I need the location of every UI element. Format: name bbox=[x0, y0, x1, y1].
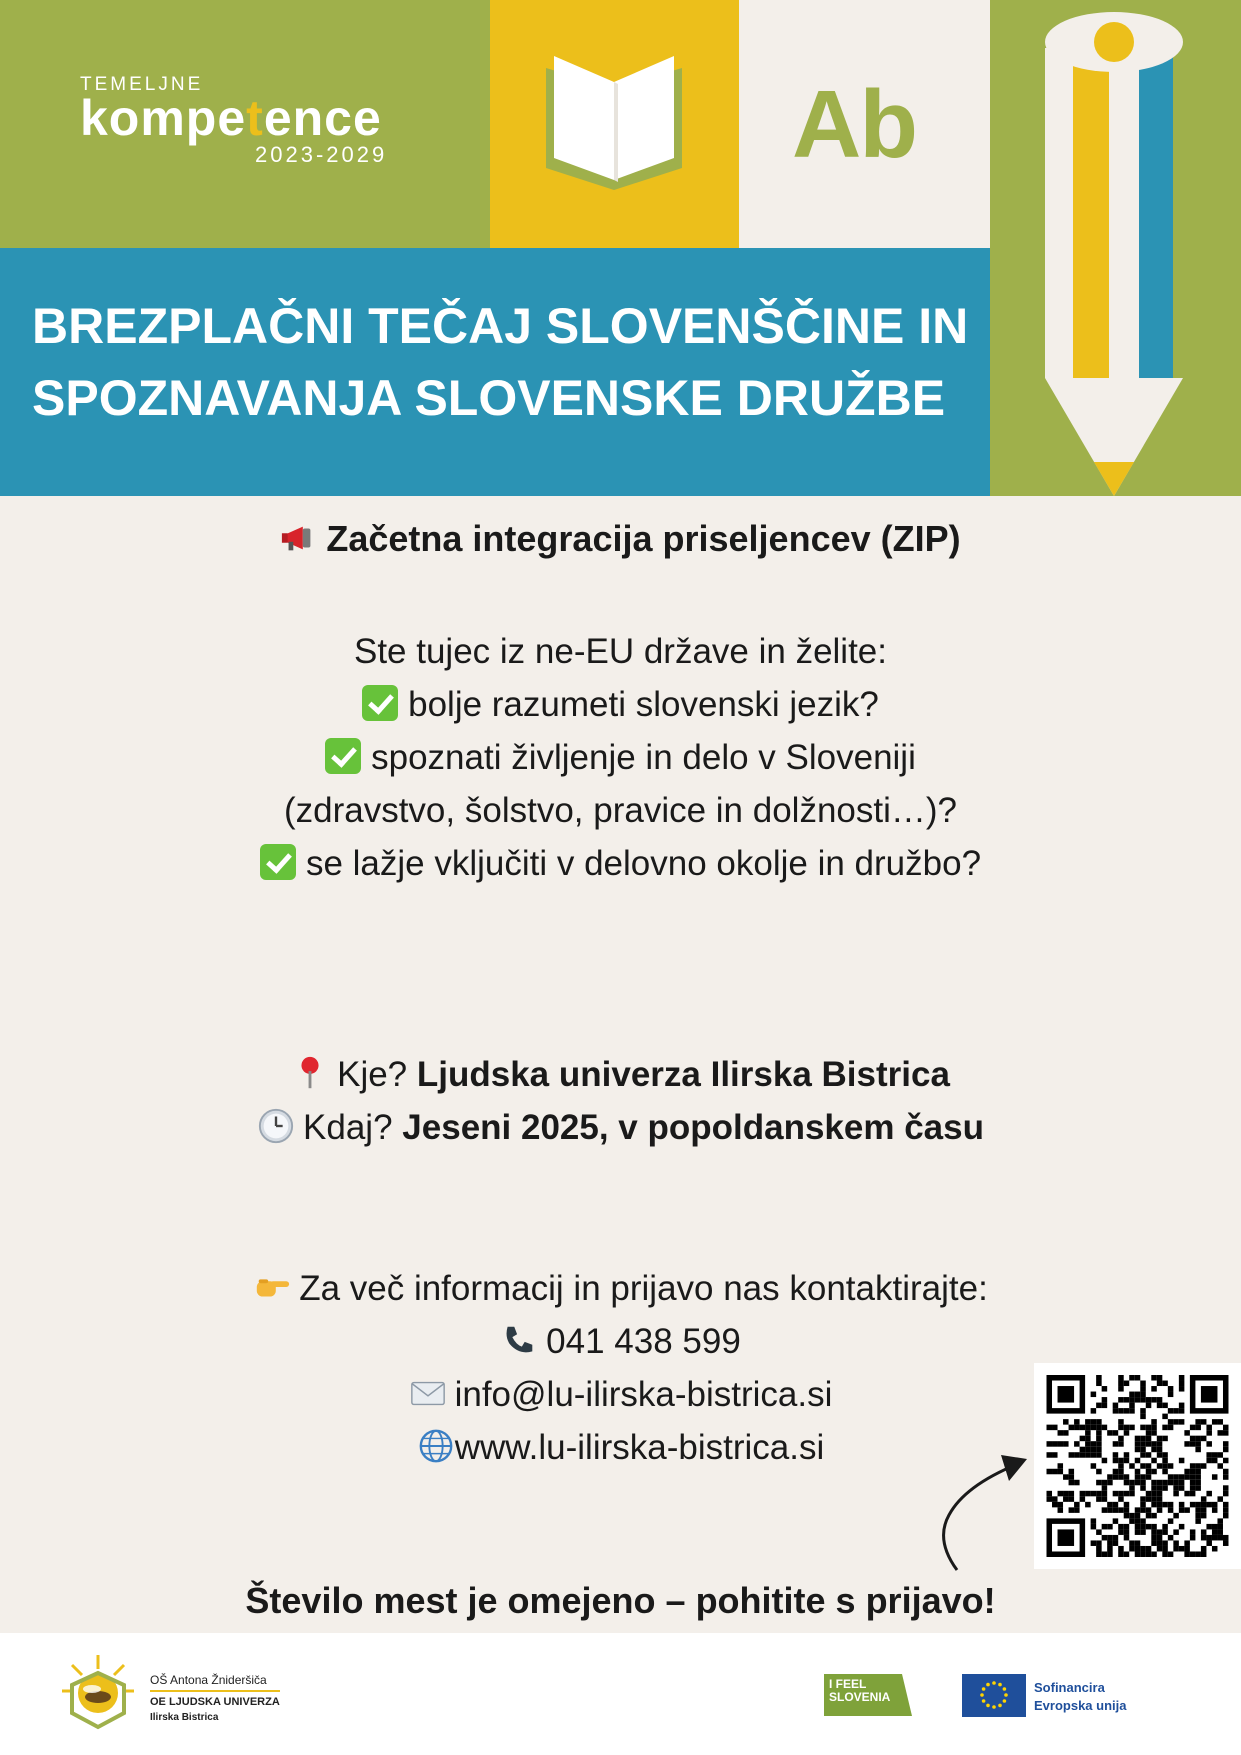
ifeel-line-2: SLOVENIA bbox=[829, 1690, 891, 1704]
contact-intro-text: Za več informacij in prijavo nas kontaktirajte: bbox=[299, 1269, 988, 1308]
list-item bbox=[0, 731, 1241, 784]
open-book-icon bbox=[490, 0, 739, 248]
eu-line-2: Evropska unija bbox=[1034, 1698, 1127, 1713]
envelope-icon bbox=[409, 1374, 447, 1412]
website-url[interactable]: www.lu-ilirska-bistrica.si bbox=[454, 1428, 825, 1467]
headline-line-2: SPOZNAVANJA SLOVENSKE DRUŽBE bbox=[32, 370, 946, 426]
list-item-text: spoznati življenje in delo v Sloveniji bbox=[371, 738, 916, 777]
check-icon bbox=[260, 844, 296, 880]
list-item-continuation: (zdravstvo, šolstvo, pravice in dolžnosti…)? bbox=[283, 791, 958, 830]
headline-line-1: BREZPLAČNI TEČAJ SLOVENŠČINE IN bbox=[32, 298, 969, 354]
program-title-text: Začetna integracija priseljencev (ZIP) bbox=[326, 518, 961, 559]
header-banner bbox=[0, 0, 1241, 496]
phone-number[interactable]: 041 438 599 bbox=[546, 1322, 741, 1361]
where-value: Ljudska univerza Ilirska Bistrica bbox=[416, 1055, 950, 1094]
globe-icon bbox=[417, 1427, 455, 1465]
pointing-hand-icon bbox=[253, 1268, 291, 1306]
check-icon bbox=[362, 685, 398, 721]
i-feel-slovenia-text bbox=[829, 1678, 890, 1704]
where-label: Kje? bbox=[337, 1055, 408, 1094]
list-item bbox=[0, 837, 1241, 890]
school-sun-logo bbox=[58, 1651, 138, 1731]
when-value: Jeseni 2025, v popoldanskem času bbox=[402, 1108, 984, 1147]
logo-main-pre: kompe bbox=[80, 90, 247, 146]
eu-flag-icon bbox=[962, 1674, 1026, 1717]
school-name-line-3: Ilirska Bistrica bbox=[150, 1712, 219, 1723]
check-icon bbox=[325, 738, 361, 774]
page-title bbox=[32, 290, 972, 434]
email-address[interactable]: info@lu-ilirska-bistrica.si bbox=[454, 1375, 833, 1414]
school-name-line-1: OŠ Antona Žnideršiča bbox=[150, 1673, 280, 1692]
footer bbox=[0, 1633, 1241, 1755]
clock-icon bbox=[257, 1107, 295, 1145]
ab-letters: Ab bbox=[792, 71, 916, 178]
school-name-line-2: OE LJUDSKA UNIVERZA bbox=[150, 1696, 280, 1708]
curved-arrow-icon bbox=[935, 1445, 1035, 1575]
yellow-tile bbox=[490, 0, 739, 248]
school-name bbox=[150, 1673, 280, 1725]
when-label: Kdaj? bbox=[303, 1108, 393, 1147]
phone-row[interactable] bbox=[0, 1315, 1241, 1368]
ifeel-line-1: I FEEL bbox=[829, 1677, 867, 1691]
list-item-text: bolje razumeti slovenski jezik? bbox=[408, 685, 879, 724]
green-tile-right bbox=[990, 0, 1241, 496]
pencil-icon bbox=[990, 0, 1241, 496]
where-row bbox=[0, 1048, 1241, 1101]
qr-code[interactable] bbox=[1034, 1363, 1241, 1569]
phone-icon bbox=[500, 1321, 538, 1359]
logo-main-post: ence bbox=[263, 90, 382, 146]
temeljne-kompetence-logo bbox=[80, 74, 400, 168]
map-pin-icon bbox=[291, 1054, 329, 1092]
contact-intro bbox=[0, 1262, 1241, 1315]
qr-code-image bbox=[1046, 1375, 1229, 1557]
call-to-action: Število mest je omejeno – pohitite s prijavo! bbox=[245, 1580, 996, 1621]
question-block bbox=[0, 625, 1241, 890]
eu-cofunding-text bbox=[1034, 1679, 1126, 1715]
eu-line-1: Sofinancira bbox=[1034, 1680, 1105, 1695]
details-block bbox=[0, 1048, 1241, 1154]
list-item-text: se lažje vključiti v delovno okolje in družbo? bbox=[305, 844, 982, 883]
question-text: Ste tujec iz ne-EU države in želite: bbox=[353, 632, 887, 671]
logo-top-text: TEMELJNE bbox=[80, 74, 204, 95]
megaphone-icon bbox=[280, 519, 318, 557]
program-title bbox=[0, 518, 1241, 560]
logo-main-text bbox=[80, 90, 400, 146]
when-row bbox=[0, 1101, 1241, 1154]
logo-main-t: t bbox=[246, 90, 264, 146]
logo-years: 2023-2029 bbox=[255, 142, 388, 167]
list-item bbox=[0, 678, 1241, 731]
